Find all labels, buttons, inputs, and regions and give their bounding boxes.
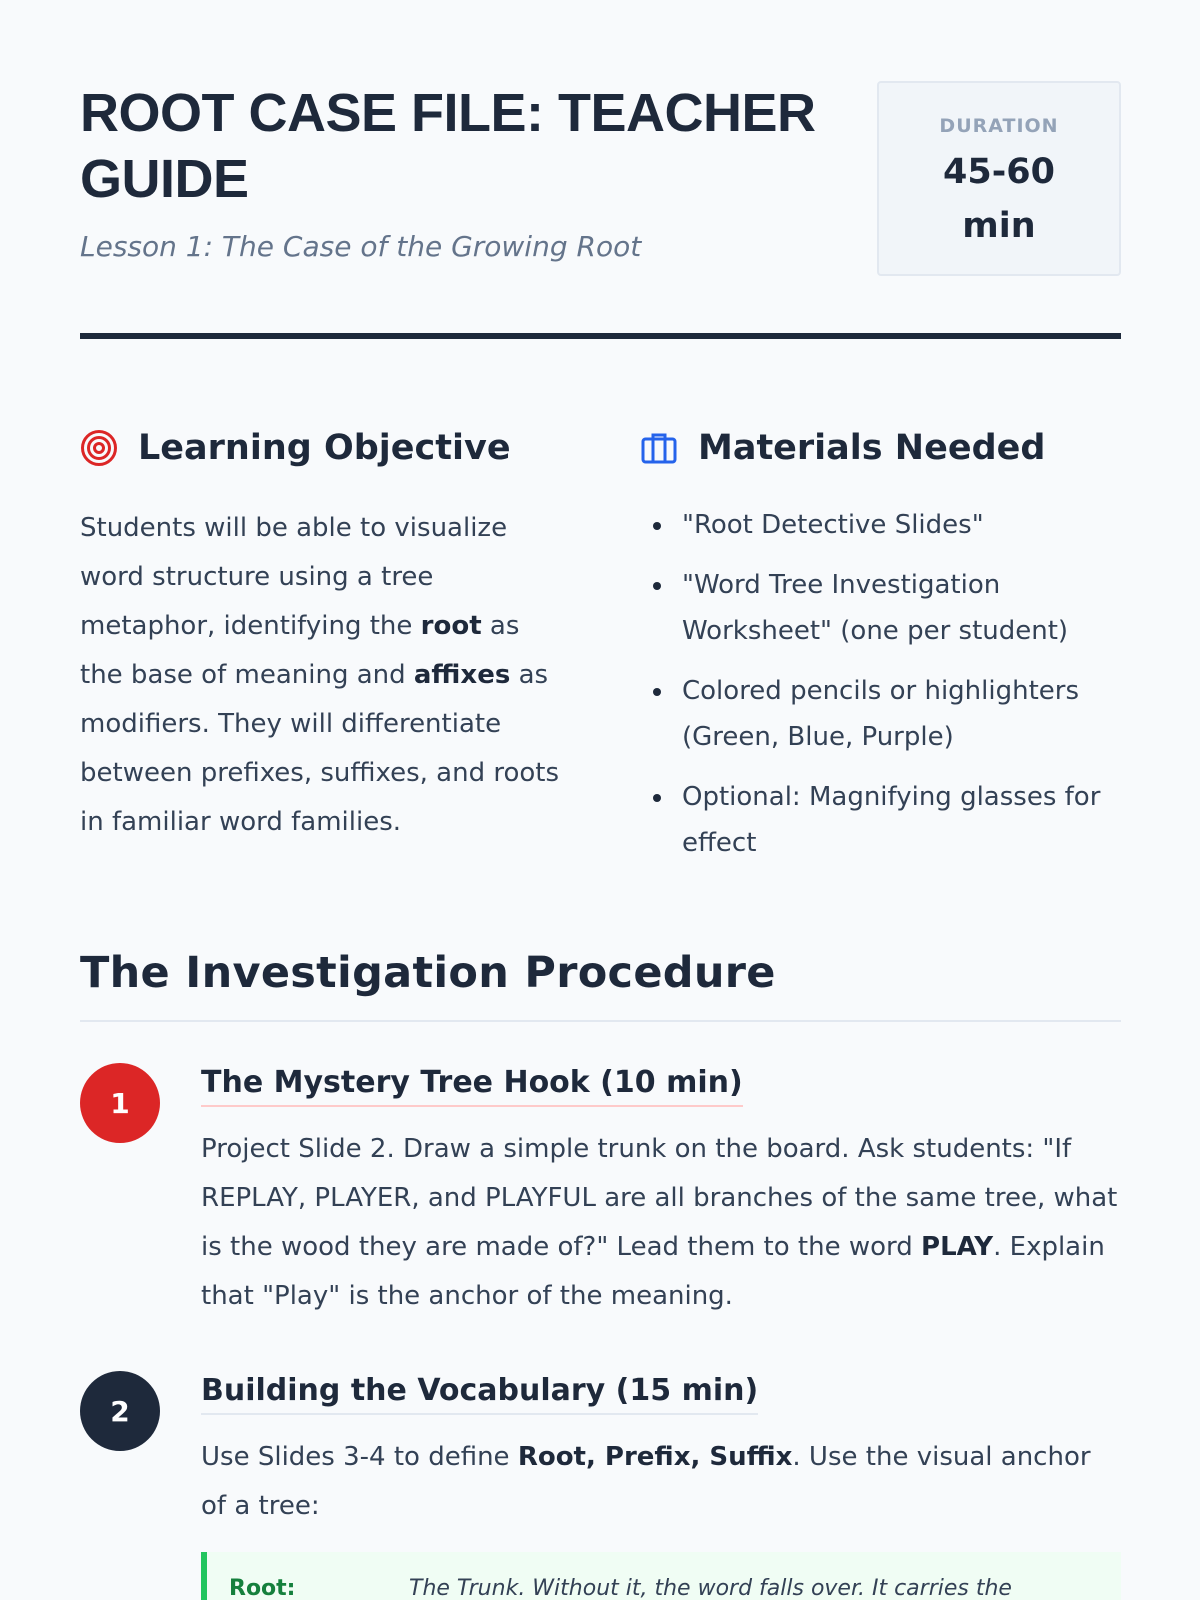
callout-description: The Trunk. Without it, the word falls over. It carries the: [409, 1576, 1012, 1600]
target-icon: [80, 429, 118, 467]
learning-objective-heading: Learning Objective: [138, 428, 511, 468]
list-item: Colored pencils or highlighters (Green, Blue, Purple): [640, 668, 1121, 760]
term-root: root: [420, 611, 482, 641]
lesson-subtitle: Lesson 1: The Case of the Growing Root: [80, 230, 642, 263]
step-text: Use Slides 3-4 to define Root, Prefix, Suffix. Use the visual anchor of a tree:: [201, 1442, 1091, 1521]
procedure-heading: The Investigation Procedure: [80, 948, 776, 998]
duration-label: DURATION: [939, 115, 1059, 137]
step-body: [201, 1063, 1121, 1321]
materials-section: [640, 420, 1121, 880]
step-title: The Mystery Tree Hook (10 min): [201, 1063, 743, 1107]
term-root-prefix-suffix: Root, Prefix, Suffix: [517, 1442, 793, 1472]
materials-heading: Materials Needed: [698, 428, 1046, 468]
callout-term: Root:: [229, 1576, 296, 1600]
learning-objective-header: [80, 420, 570, 476]
page-title: ROOT CASE FILE: TEACHER GUIDE: [80, 83, 816, 209]
term-affixes: affixes: [413, 660, 511, 690]
duration-card: [877, 81, 1121, 276]
materials-header: [640, 420, 1121, 476]
step-number-badge: 1: [80, 1063, 160, 1143]
root-definition-callout: [201, 1552, 1121, 1600]
header-divider: [80, 333, 1121, 339]
learning-objective-section: [80, 420, 570, 847]
duration-value: 45-60 min: [943, 152, 1055, 246]
briefcase-icon: [640, 429, 678, 467]
learning-objective-text: Students will be able to visualize word structure using a tree metaphor, identifying the root as the base of meaning and affixes as modifiers. They will differentiate between prefixes, suffixes, and roots in familiar word families.: [80, 513, 560, 837]
list-item: "Root Detective Slides": [640, 502, 1121, 548]
term-play: PLAY: [921, 1232, 994, 1262]
list-item: "Word Tree Investigation Worksheet" (one per student): [640, 562, 1121, 654]
step-title: Building the Vocabulary (15 min): [201, 1371, 758, 1415]
step-text: Project Slide 2. Draw a simple trunk on the board. Ask students: "If REPLAY, PLAYER, and PLAYFUL are all branches of the same tree, what is the wood they are made of?" Lead them to the word PLAY. Explain that "Play" is the anchor of the meaning.: [201, 1134, 1118, 1311]
list-item: Optional: Magnifying glasses for effect: [640, 774, 1121, 866]
step-body: [201, 1371, 1121, 1531]
step-number-badge: 2: [80, 1371, 160, 1451]
materials-list: [640, 502, 1121, 866]
procedure-divider: [80, 1020, 1121, 1022]
